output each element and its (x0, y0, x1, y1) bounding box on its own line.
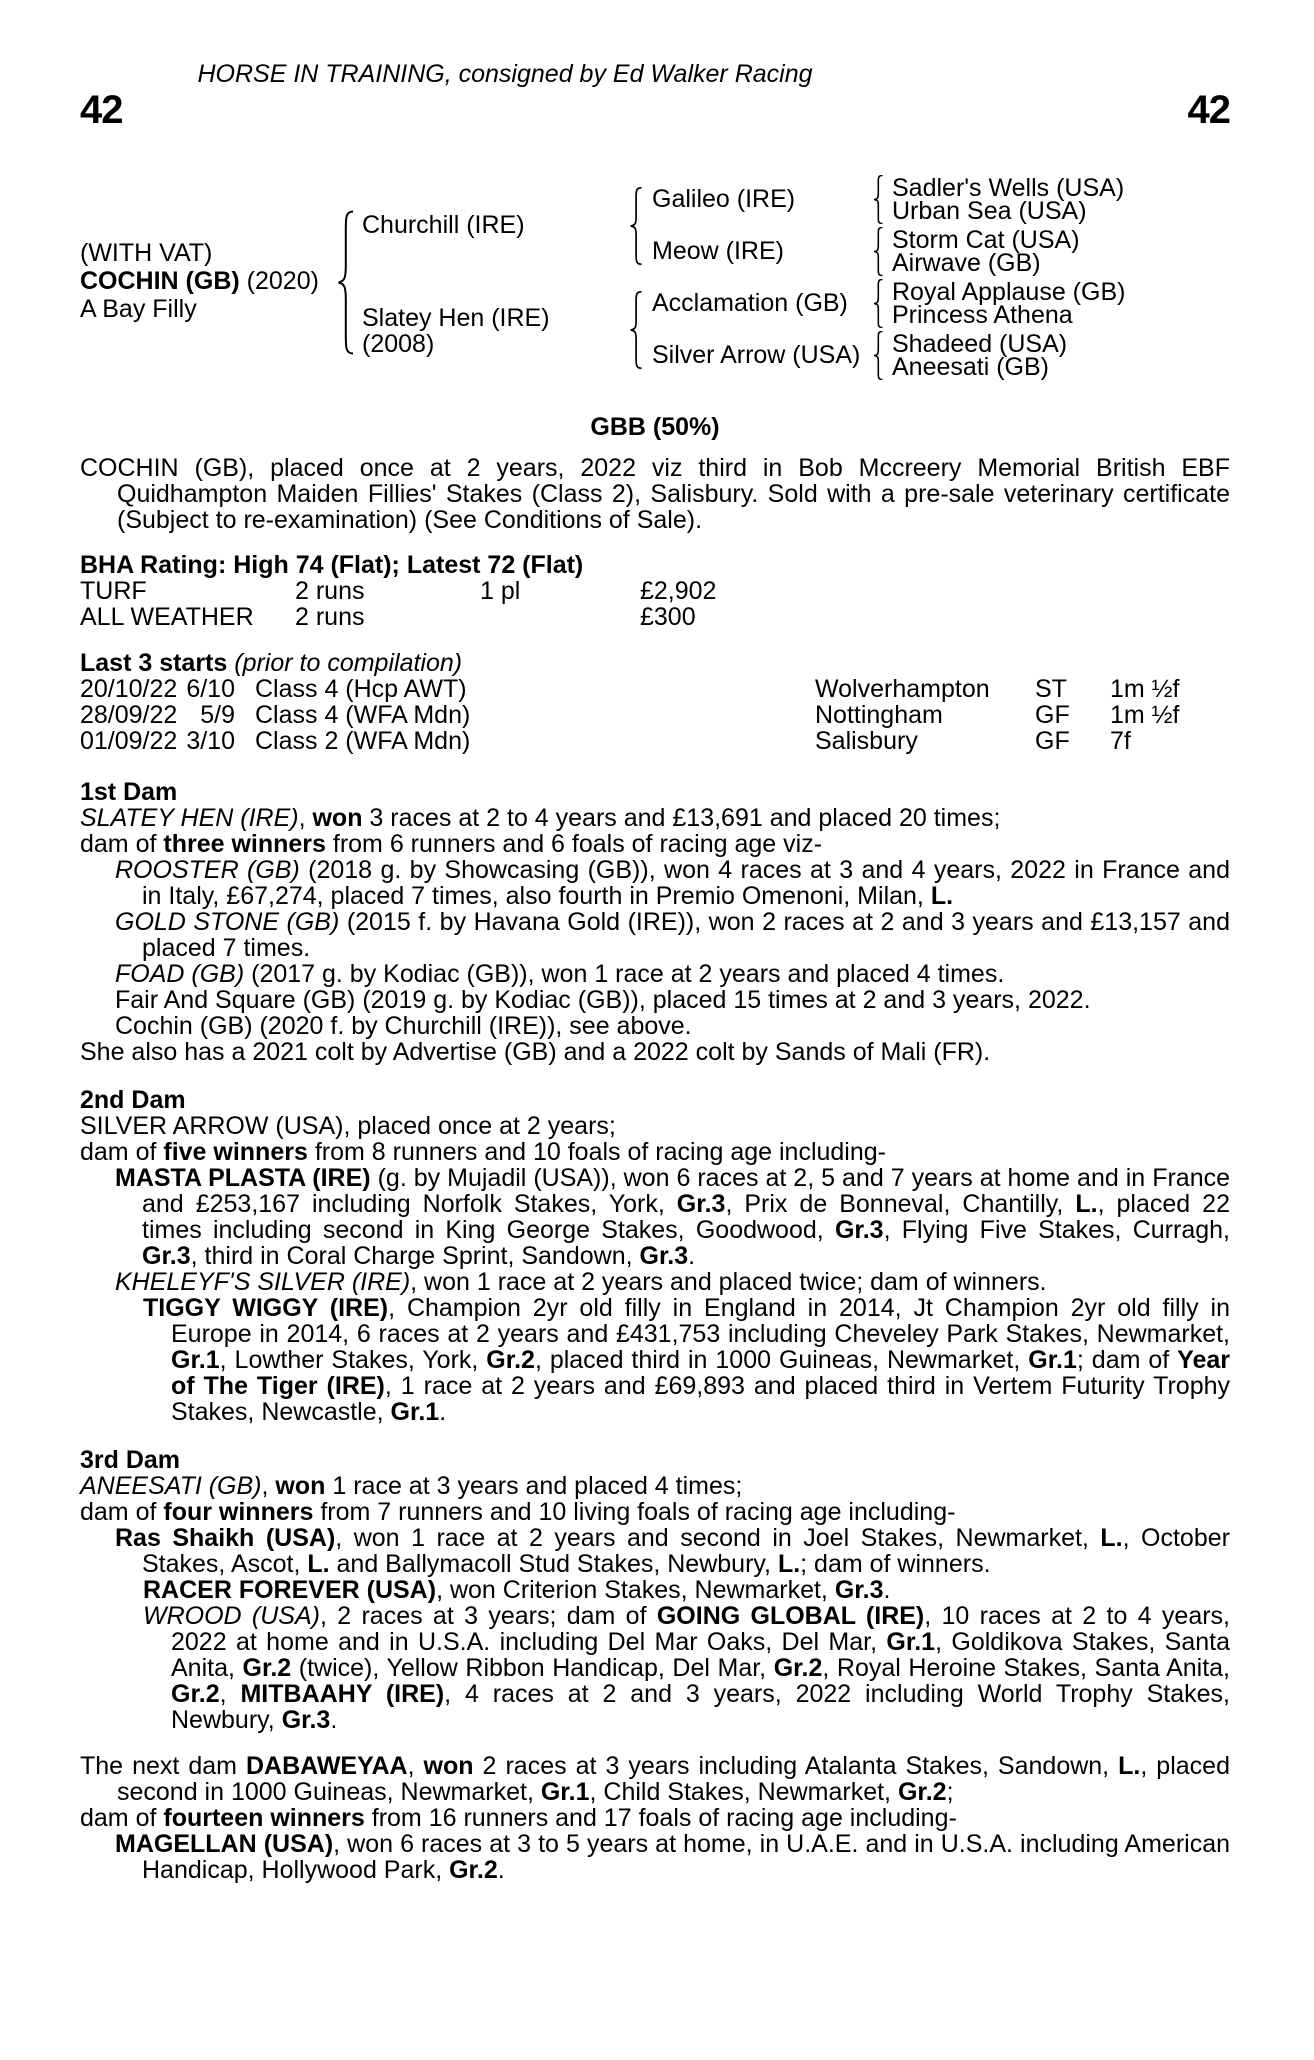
places-value (480, 604, 640, 630)
race-distance: 1m ½f (1110, 675, 1180, 703)
second-dam-section (80, 1087, 1230, 1425)
pedigree-tree (80, 174, 1230, 384)
gbb-scheme-label: GBB (50%) (590, 413, 720, 441)
last-starts-title: Last 3 starts (80, 649, 228, 677)
dam-foaling-year: (2008) (362, 330, 435, 358)
catalogue-page (80, 60, 1230, 1883)
progeny-entry: Ras Shaikh (USA), won 1 race at 2 years and second in Joel Stakes, Newmarket, L., October Stakes, Ascot, L. and Ballymacoll Stud Stakes, Newbury, L.; dam of winners. (115, 1524, 1230, 1578)
dam-name (362, 305, 550, 357)
produce-summary: dam of five winners from 8 runners and 10 foals of racing age including- (80, 1138, 886, 1166)
race-course: Wolverhampton (815, 675, 990, 703)
great-grandparent-name: Airwave (GB) (892, 249, 1041, 277)
lot-number-left: 42 (80, 88, 123, 132)
surface-label: ALL WEATHER (80, 603, 254, 631)
first-dam-section (80, 779, 1230, 1065)
surface-label: TURF (80, 577, 147, 605)
lot-number-right: 42 (1187, 88, 1230, 132)
section-heading: 1st Dam (80, 778, 178, 806)
great-grandparent-name: Aneesati (GB) (892, 353, 1050, 381)
dam-name-line1: Slatey Hen (IRE) (362, 304, 550, 332)
race-class: Class 4 (Hcp AWT) (255, 675, 467, 703)
page-title: HORSE IN TRAINING, consigned by Ed Walker Racing (197, 60, 813, 88)
grandsire-name: Acclamation (GB) (652, 289, 848, 317)
granddam-name: Silver Arrow (USA) (652, 341, 861, 369)
finish-position: 3/10 (186, 727, 235, 755)
progeny-entry: KHELEYF'S SILVER (IRE), won 1 race at 2 years and placed twice; dam of winners. (115, 1268, 1047, 1296)
progeny-entry: Cochin (GB) (2020 f. by Churchill (IRE)), see above. (115, 1012, 692, 1040)
great-grandparent-name: Princess Athena (892, 301, 1073, 329)
finish-position: 5/9 (200, 701, 235, 729)
great-grandparent-name: Royal Applause (GB) (892, 278, 1126, 306)
granddam-name: Meow (IRE) (652, 237, 784, 265)
race-distance: 7f (1110, 727, 1131, 755)
race-course: Salisbury (815, 727, 918, 755)
progeny-entry: MAGELLAN (USA), won 6 races at 3 to 5 years at home, in U.A.E. and in U.S.A. including American Handicap, Hollywood Park, Gr.2. (115, 1830, 1231, 1884)
runs-value: 2 runs (295, 603, 365, 631)
great-grandparent-name: Urban Sea (USA) (892, 197, 1087, 225)
race-date: 28/09/22 (80, 701, 178, 729)
race-row (80, 728, 1230, 754)
runs-value: 2 runs (295, 577, 365, 605)
pedigree-brace-icon (628, 187, 646, 265)
with-vat-label: (WITH VAT) (80, 239, 213, 267)
sire-name: Churchill (IRE) (362, 211, 525, 239)
going-code: GF (1035, 727, 1070, 755)
third-dam-section (80, 1447, 1230, 1733)
great-grandparent-name: Storm Cat (USA) (892, 226, 1080, 254)
race-distance: 1m ½f (1110, 701, 1180, 729)
horse-colour-sex: A Bay Filly (80, 295, 197, 323)
pedigree-brace-icon (872, 175, 886, 224)
great-grandparent-name: Shadeed (USA) (892, 330, 1068, 358)
pedigree-brace-icon (335, 210, 359, 355)
additional-produce-note: She also has a 2021 colt by Advertise (GB) and a 2022 colt by Sands of Mali (FR). (80, 1038, 991, 1066)
produce-summary: dam of four winners from 7 runners and 10 living foals of racing age including- (80, 1498, 956, 1526)
race-class: Class 4 (WFA Mdn) (255, 701, 471, 729)
race-row (80, 702, 1230, 728)
grandsire-name: Galileo (IRE) (652, 185, 796, 213)
sale-description: COCHIN (GB), placed once at 2 years, 2022 viz third in Bob Mccreery Memorial British EBF Quidhampton Maiden Fillies' Stakes (Class 2), Salisbury. Sold with a pre-sale veterinary certificate (Subject to re-examination) (See Conditions of Sale). (80, 454, 1230, 534)
horse-name-line (80, 267, 319, 295)
subject-block (80, 239, 319, 323)
going-code: GF (1035, 701, 1070, 729)
horse-name: COCHIN (GB) (80, 267, 240, 295)
pedigree-brace-icon (872, 331, 886, 380)
dam-record: ANEESATI (GB), won 1 race at 3 years and placed 4 times; (80, 1472, 743, 1500)
produce-summary: dam of fourteen winners from 16 runners and 17 foals of racing age including- (80, 1804, 957, 1832)
next-dam-record: The next dam DABAWEYAA, won 2 races at 3 years including Atalanta Stakes, Sandown, L., placed second in 1000 Guineas, Newmarket, Gr.1, Child Stakes, Newmarket, Gr.2; (80, 1752, 1230, 1806)
produce-summary: dam of three winners from 6 runners and 6 foals of racing age viz- (80, 830, 823, 858)
progeny-entry: MASTA PLASTA (IRE) (g. by Mujadil (USA)), won 6 races at 2, 5 and 7 years at home and in France and £253,167 including Norfolk Stakes, York, Gr.3, Prix de Bonneval, Chantilly, L., placed 22 times including second in King George Stakes, Goodwood, Gr.3, Flying Five Stakes, Curragh, Gr.3, third in Coral Charge Sprint, Sandown, Gr.3. (115, 1164, 1230, 1270)
race-date: 01/09/22 (80, 727, 178, 755)
record-row-all-weather (80, 604, 1230, 630)
dam-record: SILVER ARROW (USA), placed once at 2 years; (80, 1112, 616, 1140)
progeny-entry: FOAD (GB) (2017 g. by Kodiac (GB)), won 1 race at 2 years and placed 4 times. (115, 960, 1005, 988)
progeny-entry: GOLD STONE (GB) (2015 f. by Havana Gold (IRE)), won 2 races at 2 and 3 years and £13,157 and placed 7 times. (115, 908, 1230, 962)
pedigree-brace-icon (872, 227, 886, 276)
race-class: Class 2 (WFA Mdn) (255, 727, 471, 755)
going-code: ST (1035, 675, 1067, 703)
last-starts-note: (prior to compilation) (227, 649, 463, 677)
earnings-value: £300 (640, 603, 696, 631)
progeny-entry: ROOSTER (GB) (2018 g. by Showcasing (GB)), won 4 races at 3 and 4 years, 2022 in France and in Italy, £67,274, placed 7 times, also fourth in Premio Omenoni, Milan, L. (115, 856, 1230, 910)
progeny-entry: TIGGY WIGGY (IRE), Champion 2yr old filly in England in 2014, Jt Champion 2yr old filly in Europe in 2014, 6 races at 2 years and £431,753 including Cheveley Park Stakes, Newmarket, Gr.1, Lowther Stakes, York, Gr.2, placed third in 1000 Guineas, Newmarket, Gr.1; dam of Year of The Tiger (IRE), 1 race at 2 years and £69,893 and placed third in Vertem Futurity Trophy Stakes, Newcastle, Gr.1. (143, 1294, 1231, 1426)
bha-rating: BHA Rating: High 74 (Flat); Latest 72 (Flat) (80, 551, 584, 579)
progeny-entry: RACER FOREVER (USA), won Criterion Stakes, Newmarket, Gr.3. (143, 1576, 891, 1604)
record-row-turf (80, 578, 1230, 604)
section-heading: 3rd Dam (80, 1446, 181, 1474)
race-row (80, 676, 1230, 702)
last-starts-heading (80, 650, 1230, 676)
horse-foaling-year: (2020) (246, 267, 319, 295)
finish-position: 6/10 (186, 675, 235, 703)
progeny-entry: Fair And Square (GB) (2019 g. by Kodiac (GB)), placed 15 times at 2 and 3 years, 2022. (115, 986, 1091, 1014)
next-dam-section (80, 1753, 1230, 1883)
pedigree-brace-icon (872, 279, 886, 328)
progeny-entry: WROOD (USA), 2 races at 3 years; dam of GOING GLOBAL (IRE), 10 races at 2 to 4 years, 2022 at home and in U.S.A. including Del Mar Oaks, Del Mar, Gr.1, Goldikova Stakes, Santa Anita, Gr.2 (twice), Yellow Ribbon Handicap, Del Mar, Gr.2, Royal Heroine Stakes, Santa Anita, Gr.2, MITBAAHY (IRE), 4 races at 2 and 3 years, 2022 including World Trophy Stakes, Newbury, Gr.3. (143, 1602, 1230, 1734)
lot-number-row (80, 88, 1230, 132)
places-value: 1 pl (480, 577, 521, 605)
section-heading: 2nd Dam (80, 1086, 186, 1114)
earnings-value: £2,902 (640, 577, 717, 605)
dam-record: SLATEY HEN (IRE), won 3 races at 2 to 4 years and £13,691 and placed 20 times; (80, 804, 1001, 832)
race-course: Nottingham (815, 701, 943, 729)
pedigree-brace-icon (628, 291, 646, 369)
race-date: 20/10/22 (80, 675, 178, 703)
great-grandparent-name: Sadler's Wells (USA) (892, 174, 1125, 202)
